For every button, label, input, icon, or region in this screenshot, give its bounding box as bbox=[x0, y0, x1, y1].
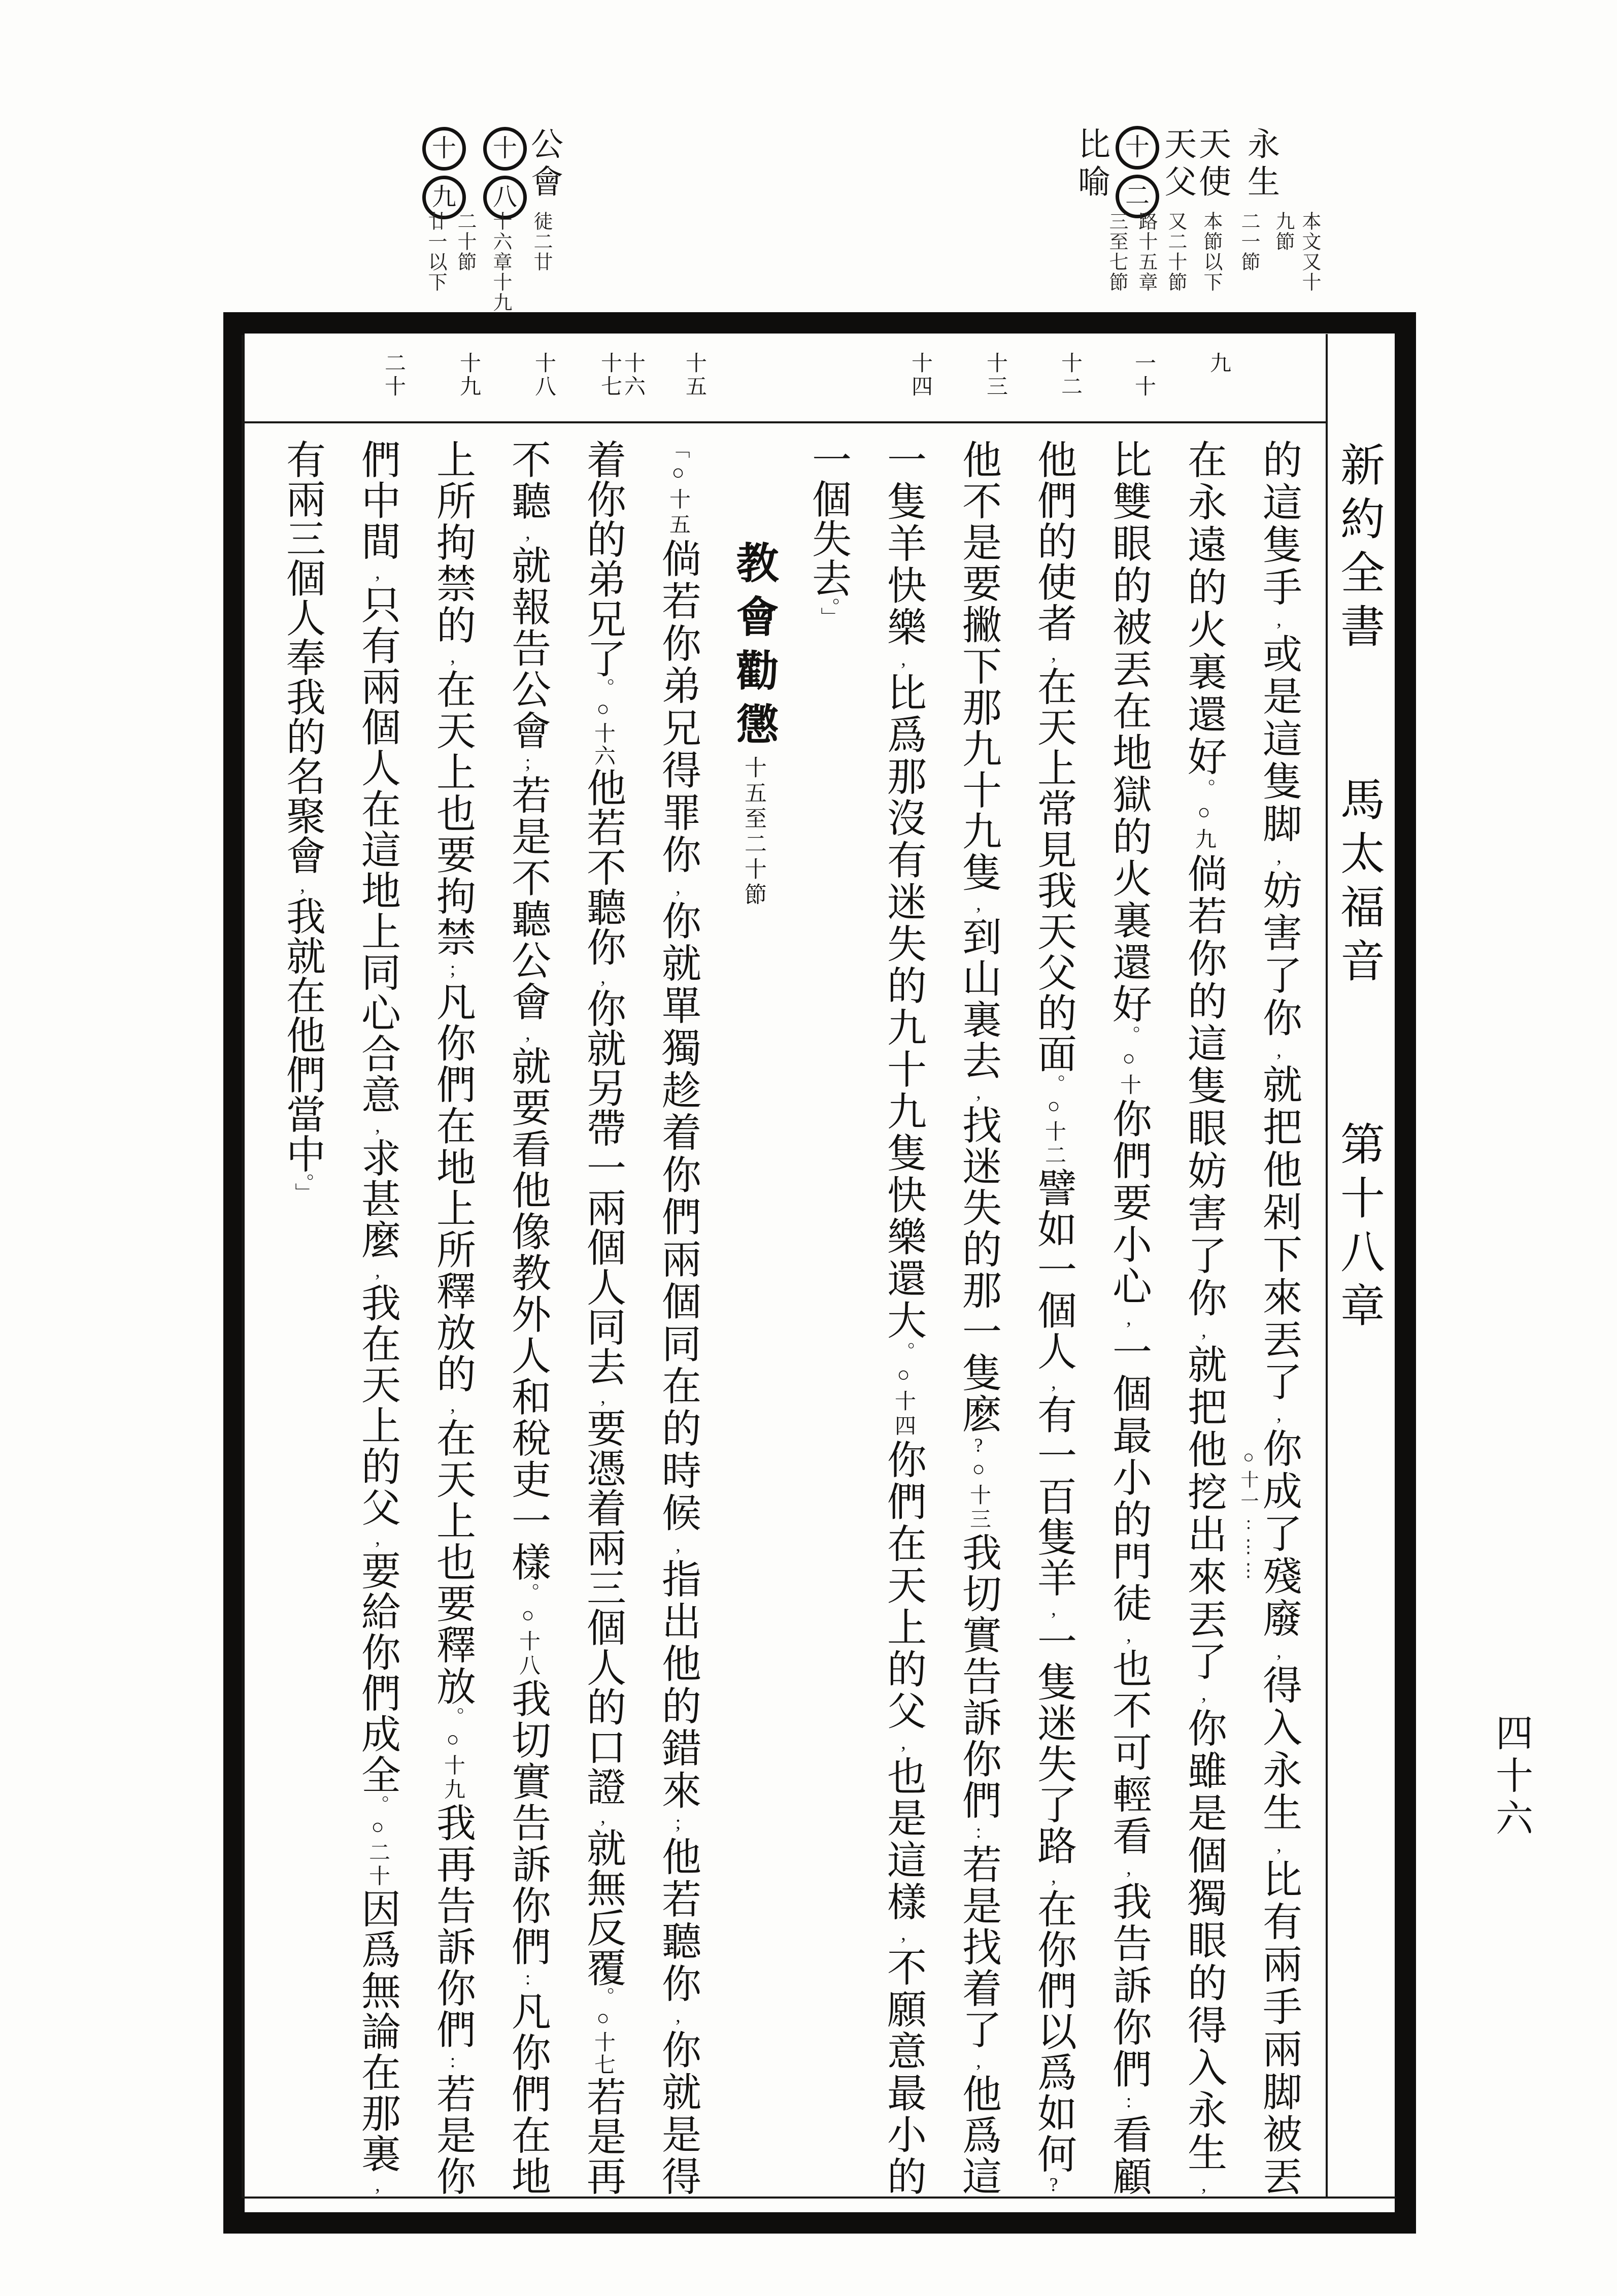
verse-strip-number: 十六 bbox=[621, 352, 645, 398]
verse-strip-number: 二十 bbox=[382, 352, 405, 398]
bottom-inner-rule bbox=[244, 2197, 1396, 2199]
omitted-verse-11-mark: ○十一:⋮⋮ bbox=[1238, 1447, 1259, 1584]
section-heading-title: 教會勸懲 bbox=[730, 541, 777, 756]
section-heading-column bbox=[715, 439, 791, 2195]
verse-strip-number: 一十 bbox=[1132, 352, 1155, 398]
running-title-column bbox=[1334, 442, 1390, 2168]
book-title: 新約全書 bbox=[1334, 442, 1383, 657]
margin-ref-headword: 天使 bbox=[1194, 127, 1230, 202]
circled-char: 十 bbox=[422, 127, 466, 171]
circled-char: 十 bbox=[1116, 126, 1159, 170]
verse-strip-number: 十四 bbox=[908, 352, 932, 398]
margin-ref-note: 本節以下 bbox=[1200, 211, 1222, 292]
text-column-v19-20: 們中間,只有兩個人在這地上同心合意,求甚麼,我在天上的父,要給你們成全。○二十因爲無論在那裏, bbox=[356, 439, 400, 2196]
circled-verse-mark-19 bbox=[422, 127, 466, 224]
margin-ref-note: 路十五章 bbox=[1135, 211, 1157, 292]
text-column-v12-13: 他不是要撇下那九十九隻,到山裏去,找迷失的那一隻麽?○十三我切實告訴你們:若是找着了,他爲這 bbox=[957, 439, 1001, 2196]
margin-ref-note: 本文又十 bbox=[1299, 211, 1320, 292]
verse-strip-number: 十三 bbox=[984, 352, 1007, 398]
margin-ref-note: 廿一以下 bbox=[425, 211, 446, 292]
circled-char: 十 bbox=[483, 127, 527, 171]
circled-verse-mark-18 bbox=[483, 127, 527, 224]
margin-ref-headword: 天父 bbox=[1160, 127, 1196, 202]
text-column-v15: 「○十五倘若你弟兄得罪你,你就單獨趁着你們兩個同在的時候,指出他的錯來;他若聽你,你就是得 bbox=[656, 439, 700, 2196]
text-column-v16-17: 着你的弟兄了。○十六他若不聽你,你就另帶一兩個人同去,要憑着兩三個人的口證,就無反覆。○十七若是再 bbox=[581, 439, 625, 2196]
margin-ref-note: 徒二廿 bbox=[530, 211, 552, 272]
verse-strip-number: 十五 bbox=[683, 352, 706, 398]
verse-strip-number: 九 bbox=[1207, 352, 1230, 375]
verse-strip-number: 十九 bbox=[457, 352, 480, 398]
text-column-v8-9: 在永遠的火裏還好。○九倘若你的這隻眼妨害了你,就把他挖出來丟了,你雖是個獨眼的得入永生, bbox=[1182, 439, 1226, 2196]
margin-ref-note: 二十節 bbox=[454, 211, 476, 272]
verse-strip-number: 十八 bbox=[532, 352, 555, 398]
text-column-v17-18: 不聽,就報告公會;若是不聽公會,就要看他像教外人和稅吏一樣。○十八我切實告訴你們:凡你們在地 bbox=[506, 439, 550, 2196]
circled-verse-mark-12 bbox=[1116, 126, 1159, 223]
text-column-v20-end: 有兩三個人奉我的名聚會,我就在他們當中。」 bbox=[281, 439, 325, 1202]
text-column-v8: 的這隻手,或是這隻脚,妨害了你,就把他剁下來丟了,你成了殘廢,得入永生,比有兩手兩脚被丟 bbox=[1257, 439, 1301, 2196]
text-column-v18-19: 上所拘禁的,在天上也要拘禁;凡你們在地上所釋放的,在天上也要釋放。○十九我再告訴你們:若是你 bbox=[431, 439, 475, 2196]
margin-ref-headword: 永生 bbox=[1243, 127, 1279, 202]
verse-strip-number: 十二 bbox=[1058, 352, 1082, 398]
verse-strip-number: 十七 bbox=[598, 352, 621, 398]
chapter-title: 第十八章 bbox=[1334, 1121, 1383, 1336]
circled-char: 二 bbox=[1116, 175, 1159, 218]
margin-ref-note: 三至七節 bbox=[1106, 211, 1127, 292]
margin-ref-headword: 公會 bbox=[526, 127, 562, 202]
section-heading-range: 十五至二十節 bbox=[741, 756, 766, 908]
margin-ref-note: 又二十節 bbox=[1165, 211, 1186, 292]
verse-strip-rule bbox=[244, 421, 1326, 423]
margin-ref-headword: 比喻 bbox=[1073, 127, 1109, 202]
left-inner-rule bbox=[242, 335, 244, 2198]
page-number: 四十六 bbox=[1490, 1713, 1532, 1841]
circled-char: 九 bbox=[422, 176, 466, 219]
text-column-v10-12: 他們的使者,在天上常見我天父的面。○十二譬如一個人,有一百隻羊,一隻迷失了路,在你們以爲如何? bbox=[1032, 439, 1076, 2196]
margin-ref-note: 十六章十九節 bbox=[490, 211, 511, 333]
text-column-v13-14: 一隻羊快樂,比爲那沒有迷失的九十九隻快樂還大。○十四你們在天上的父,也是這樣,不願意最小的 bbox=[882, 439, 926, 2196]
gospel-title: 馬太福音 bbox=[1334, 776, 1383, 991]
margin-ref-note: 二一節 bbox=[1238, 211, 1259, 272]
circled-char: 八 bbox=[483, 176, 527, 219]
text-column-v14-end: 一個失去。」 bbox=[806, 439, 851, 626]
margin-ref-note: 九節 bbox=[1272, 211, 1294, 252]
text-column-v9-10: 比雙眼的被丟在地獄的火裏還好。○十你們要小心,一個最小的門徒,也不可輕看,我告訴你們:看顧 bbox=[1107, 439, 1151, 2195]
